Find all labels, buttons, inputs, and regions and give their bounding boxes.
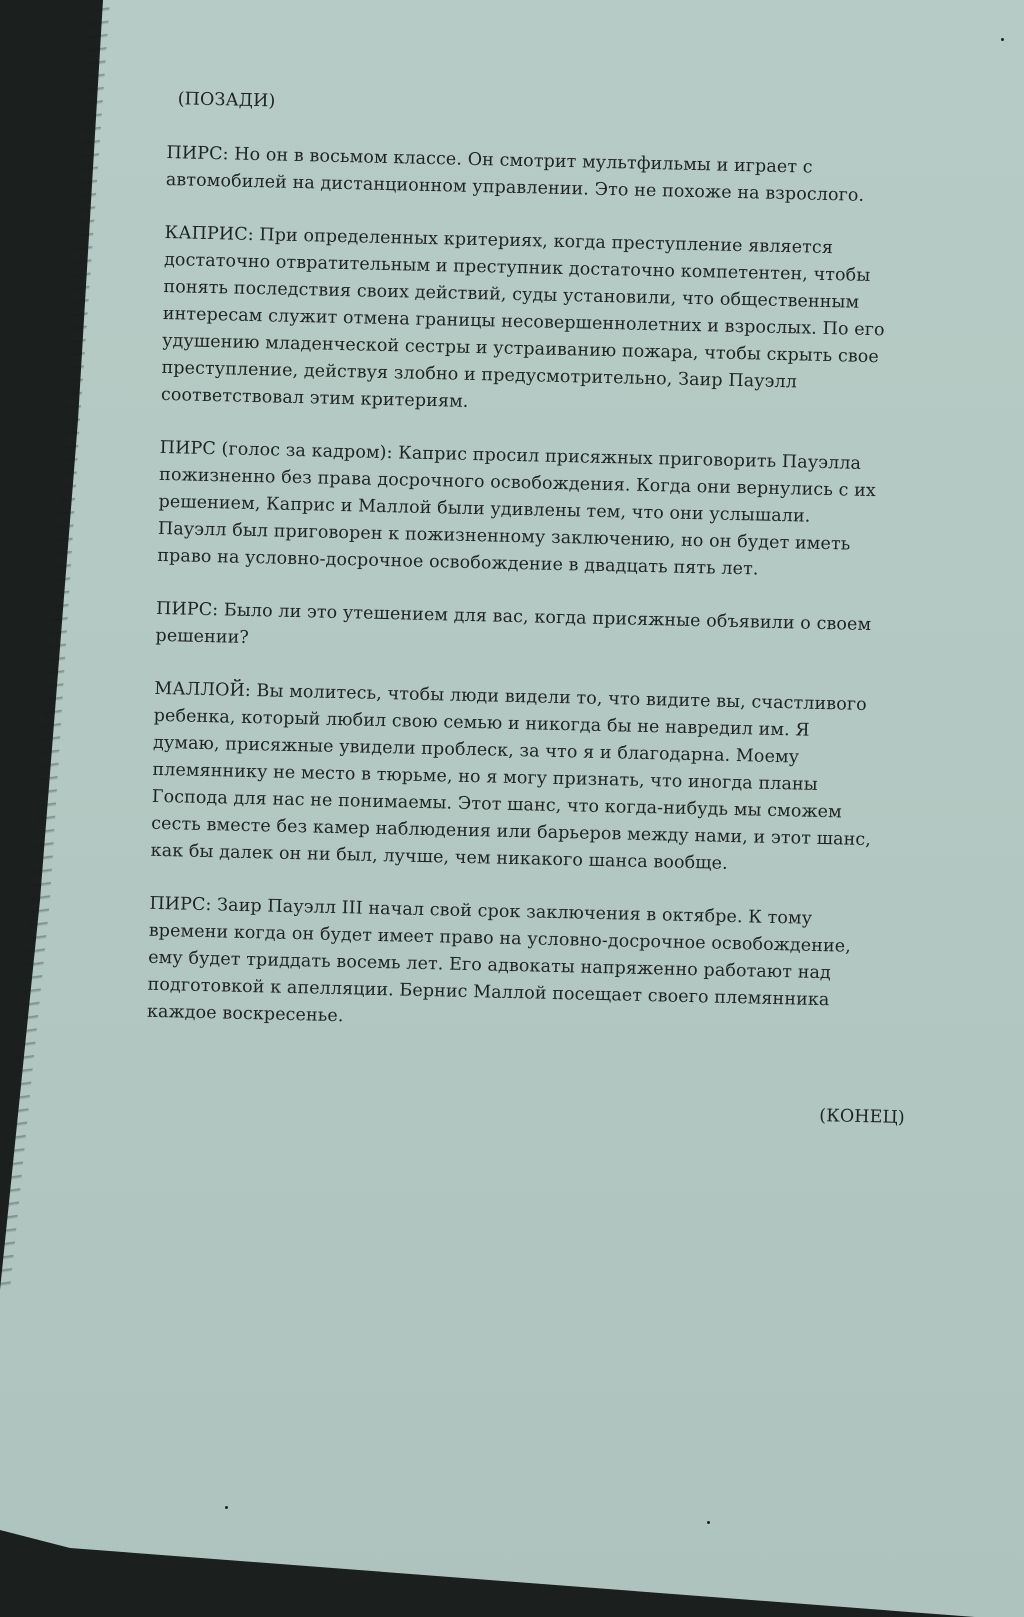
paragraph-5: МАЛЛОЙ: Вы молитесь, чтобы люди видели то, что видите вы, счастливого ребенка, который любил свою семью и никогда бы не навредил им. Я думаю, присяжные увидели проблеск, за что я и благодарна. Моему племяннику не место в тюрьме, но я могу признать, что иногда планы Господа для нас не понимаемы. Этот шанс, что когда-нибудь мы сможем сесть вместе без камер наблюдения или барьеров между нами, и этот шанс, как бы далек он ни был, лучше, чем никакого шанса вообще. — [150, 678, 872, 874]
ink-speck — [126, 1554, 129, 1557]
ink-speck — [1001, 38, 1004, 41]
paragraph-2: КАПРИС: При определенных критериях, когда преступление является достаточно отвратительным и преступник достаточно компетентен, чтобы понять последствия своих действий, суды установили, что общественным интересам служит отмена границы несовершеннолетних и взрослых. По его удушению младенческой сестры и устраиванию пожара, чтобы скрыть свое преступление, действуя злобно и предусмотрительно, Заир Пауэлл соответствовал этим критериям. — [160, 222, 885, 412]
ink-speck — [225, 1506, 228, 1509]
paragraph-4: ПИРС: Было ли это утешением для вас, когда присяжные объявили о своем решении? — [155, 598, 872, 648]
document-body — [144, 86, 928, 1158]
paragraph-1: ПИРС: Но он в восьмом классе. Он смотрит мультфильмы и играет с автомобилей на дистанционном управлении. Это не похоже на взрослого. — [165, 142, 865, 206]
scene-heading: (ПОЗАДИ) — [177, 89, 276, 112]
ink-speck — [707, 1521, 710, 1524]
end-mark: (КОНЕЦ) — [819, 1106, 906, 1128]
paragraph-3: ПИРС (голос за кадром): Каприс просил присяжных приговорить Пауэлла пожизненно без права досрочного освобождения. Когда они вернулись с их решением, Каприс и Маллой были удивлены тем, что они услышали. Пауэлл был приговорен к пожизненному заключению, но он будет иметь право на условно-досрочное освобождение в двадцать пять лет. — [157, 437, 877, 580]
paragraph-6: ПИРС: Заир Пауэлл III начал свой срок заключения в октябре. К тому времени когда он будет имеет право на условно-досрочное освобождение, ему будет триддать восемь лет. Его адвокаты напряженно работают над подготовкой к апелляции. Бернис Маллой посещает своего племянника каждое воскресенье. — [146, 893, 852, 1027]
